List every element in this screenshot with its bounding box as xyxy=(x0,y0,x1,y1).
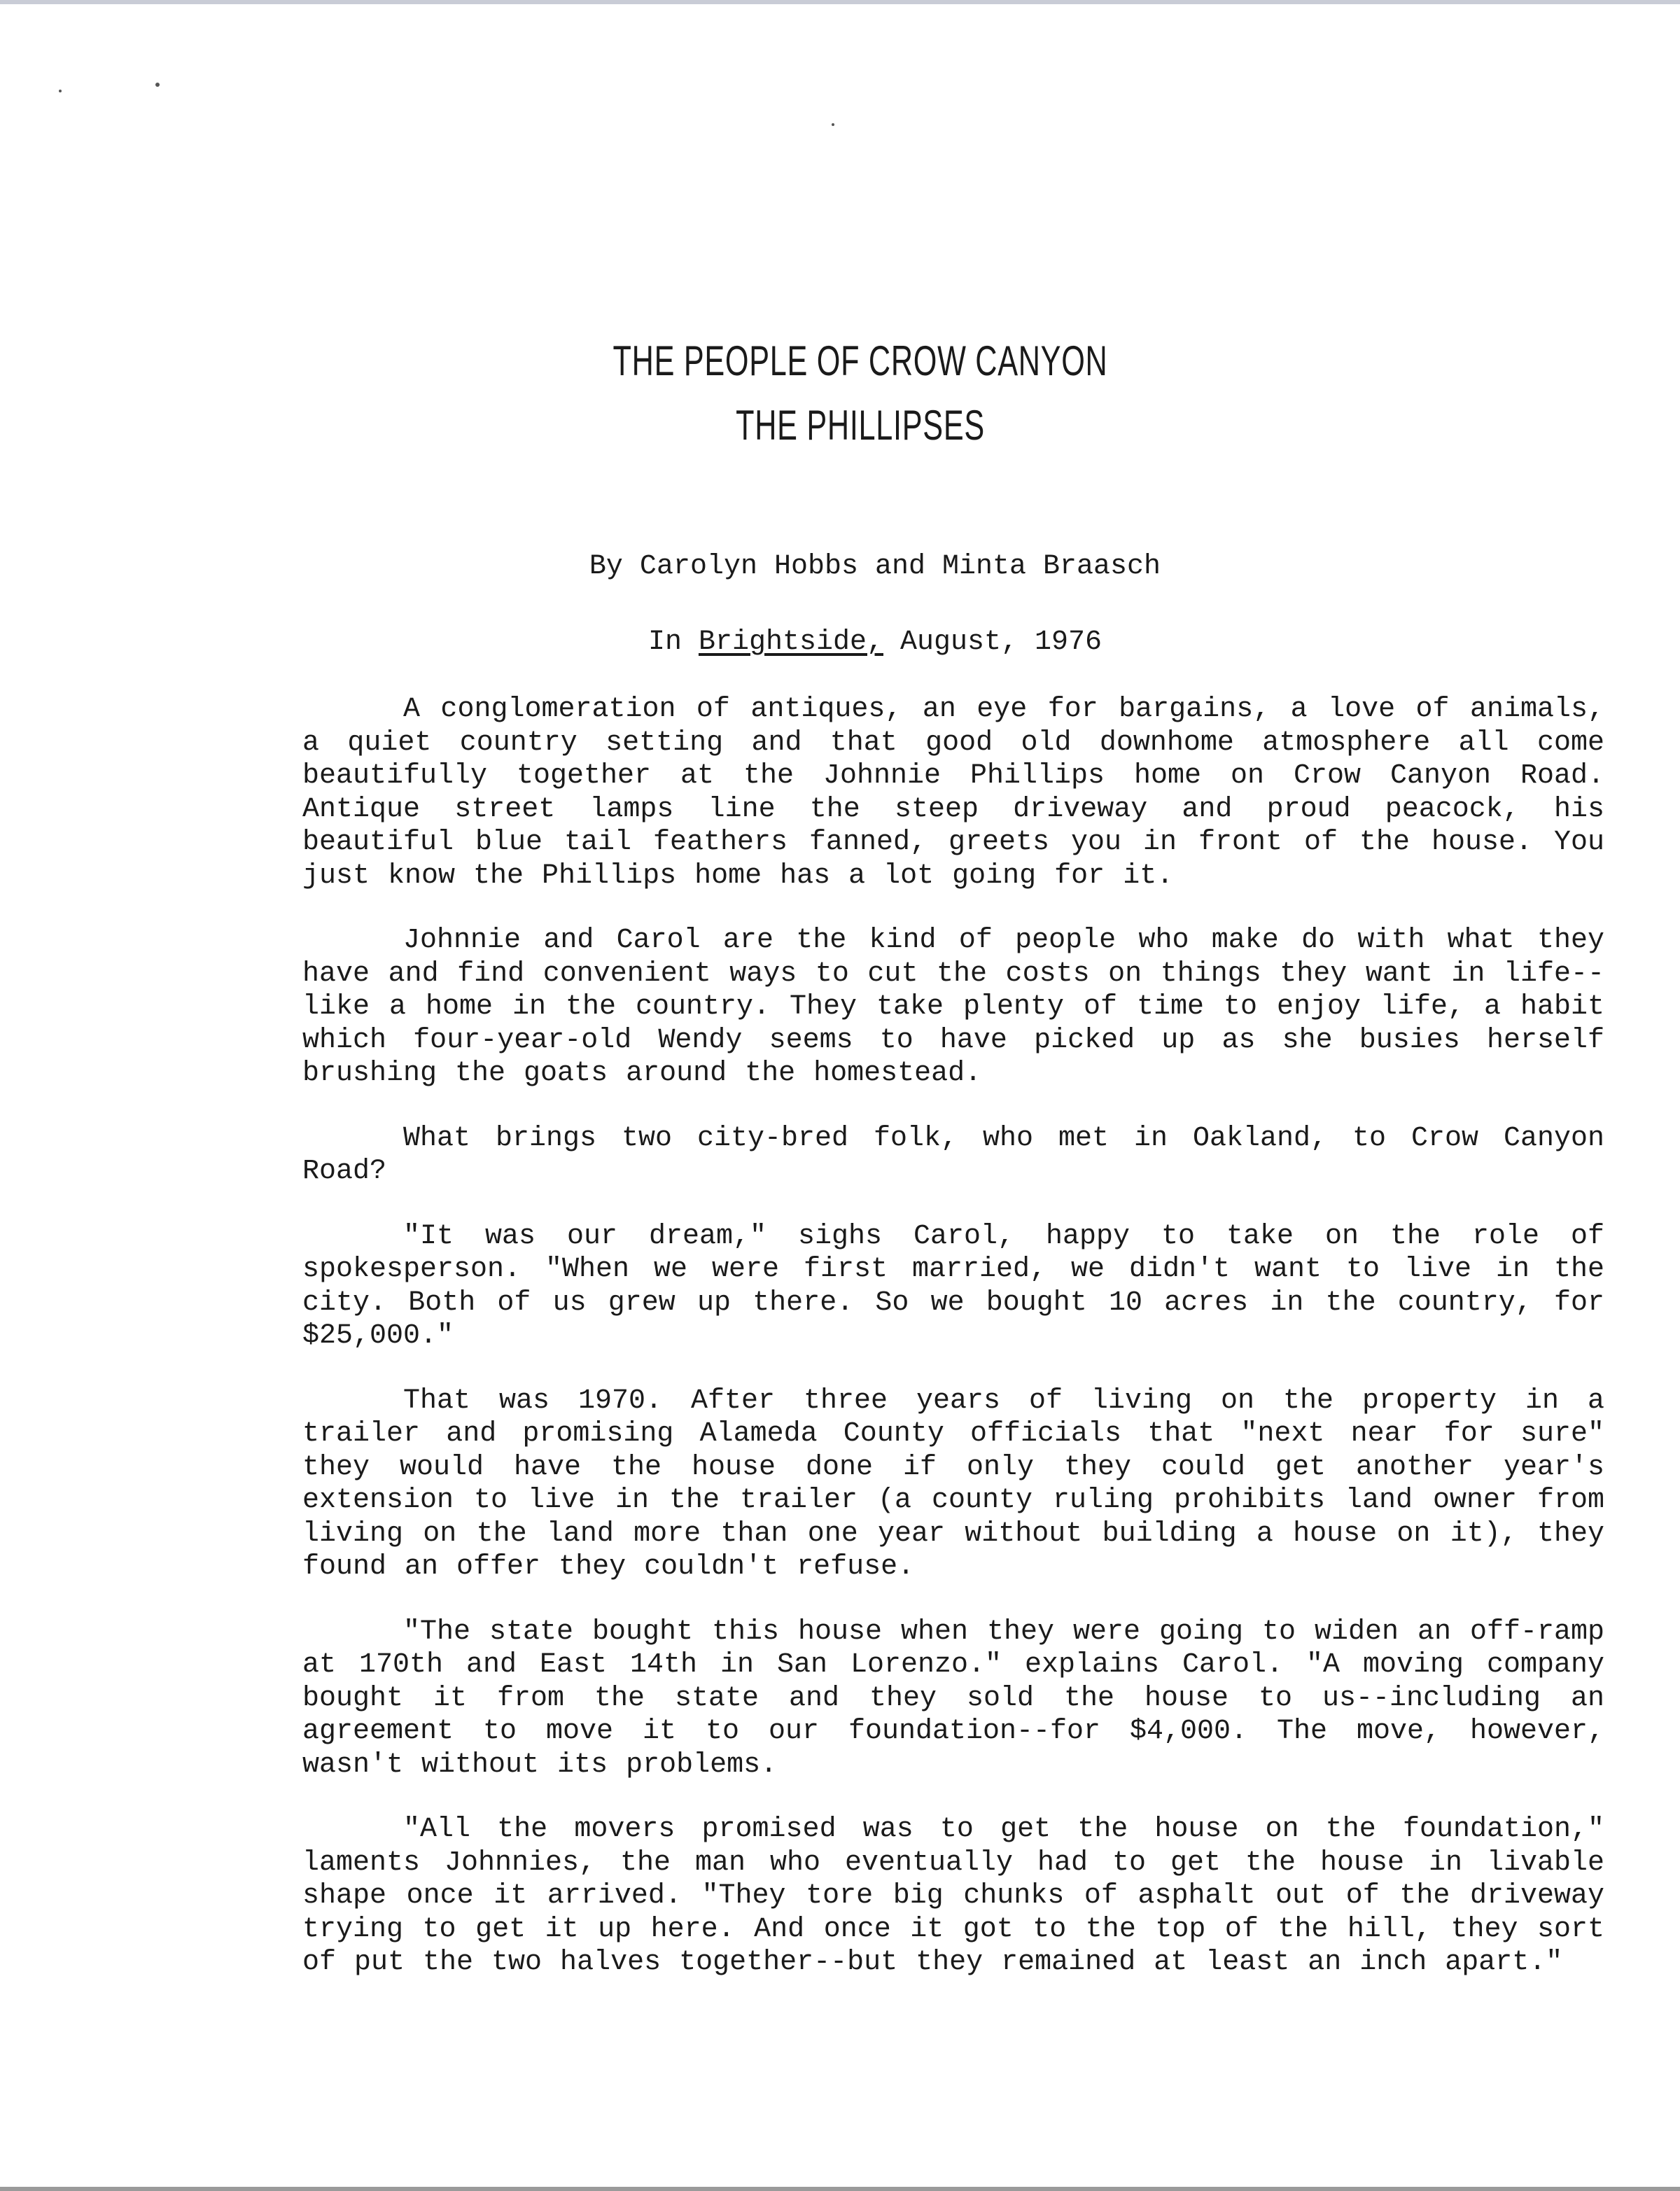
article-body xyxy=(302,693,1604,2011)
scan-top-edge xyxy=(0,0,1680,4)
paragraph: What brings two city-bred folk, who met in Oakland, to Crow Canyon Road? xyxy=(302,1122,1604,1187)
scan-bottom-edge xyxy=(0,2187,1680,2191)
scan-speck xyxy=(155,83,160,87)
title-line-2: THE PHILLIPSES xyxy=(736,402,985,449)
title-line-1: THE PEOPLE OF CROW CANYON xyxy=(612,337,1108,384)
paragraph: "The state bought this house when they were going to widen an off-ramp at 170th and East 14th in San Lorenzo." explains Carol. "A moving company bought it from the state and they sold the house to us--including an agreement to move it to our foundation--for $4,000. The move, however, wasn't without its problems. xyxy=(302,1616,1604,1781)
paragraph: That was 1970. After three years of living on the property in a trailer and promising Alameda County officials that "next near for sure" they would have the house done if only they could get another year's extension to live in the trailer (a county ruling prohibits land owner from living on the land more than one year without building a house on it), they found an offer they couldn't refuse. xyxy=(302,1385,1604,1583)
paragraph: Johnnie and Carol are the kind of people who make do with what they have and find convenient ways to cut the costs on things they want in life--like a home in the country. They take plenty of time to enjoy life, a habit which four-year-old Wendy seems to have picked up as she busies herself brushing the goats around the homestead. xyxy=(302,925,1604,1089)
document-title xyxy=(265,329,1455,458)
paragraph: "All the movers promised was to get the house on the foundation," laments Johnnies, the man who eventually had to get the house in livable shape once it arrived. "They tore big chunks of asphalt out of the driveway trying to get it up here. And once it got to the top of the hill, they sort of put the two halves together--but they remained at least an inch apart." xyxy=(302,1814,1604,1978)
paragraph: A conglomeration of antiques, an eye for bargains, a love of animals, a quiet country setting and that good old downhome atmosphere all come beautifully together at the Johnnie Phillips home on Crow Canyon Road. Antique street lamps line the steep driveway and proud peacock, his beautiful blue tail feathers fanned, greets you in front of the house. You just know the Phillips home has a lot going for it. xyxy=(302,694,1604,892)
scan-speck xyxy=(59,90,62,92)
paragraph: "It was our dream," sighs Carol, happy to take on the role of spokesperson. "When we were first married, we didn't want to live in the city. Both of us grew up there. So we bought 10 acres in the country, for $25,000." xyxy=(302,1220,1604,1352)
publication-date: August, 1976 xyxy=(883,626,1102,658)
byline-source xyxy=(0,626,1680,659)
scan-speck xyxy=(832,123,834,126)
byline-authors: By Carolyn Hobbs and Minta Braasch xyxy=(589,551,1161,582)
publication-name: Brightside, xyxy=(698,626,883,658)
source-prefix: In xyxy=(648,626,699,658)
